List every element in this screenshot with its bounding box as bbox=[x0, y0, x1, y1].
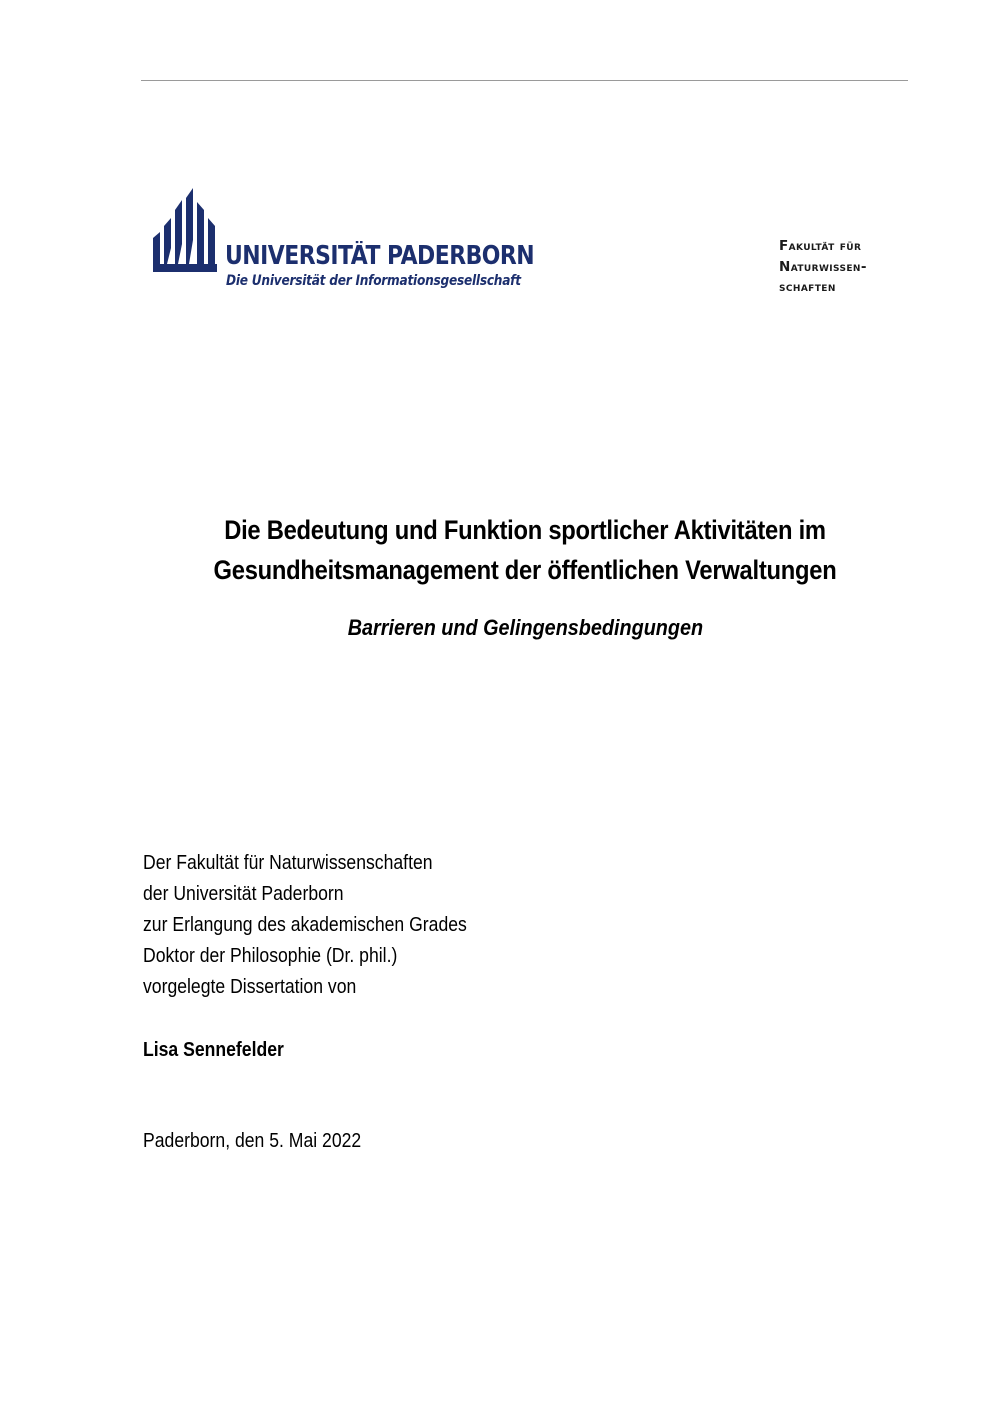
dissertation-subtitle bbox=[0, 612, 1000, 644]
faculty-label-line: Fakultät für bbox=[779, 238, 862, 254]
university-logo-icon bbox=[153, 188, 217, 272]
university-name: UNIVERSITÄT PADERBORN bbox=[225, 241, 535, 271]
place-and-date: Paderborn, den 5. Mai 2022 bbox=[143, 1130, 362, 1152]
submission-line: der Universität Paderborn bbox=[143, 883, 344, 905]
header-rule bbox=[141, 80, 908, 81]
university-tagline: Die Universität der Informationsgesellschaft bbox=[226, 273, 521, 289]
faculty-label-line: schaften bbox=[779, 279, 836, 295]
faculty-label bbox=[779, 236, 867, 298]
submission-statement bbox=[143, 848, 511, 1003]
title-line: Gesundheitsmanagement der öffentlichen Verwaltungen bbox=[213, 555, 837, 585]
faculty-label-line: Naturwissen- bbox=[779, 258, 867, 275]
subtitle-text: Barrieren und Gelingensbedingungen bbox=[347, 615, 703, 640]
author-name: Lisa Sennefelder bbox=[143, 1039, 284, 1061]
submission-line: zur Erlangung des akademischen Grades bbox=[143, 914, 467, 936]
submission-line: Doktor der Philosophie (Dr. phil.) bbox=[143, 945, 398, 967]
dissertation-title bbox=[0, 510, 1000, 590]
submission-line: Der Fakultät für Naturwissenschaften bbox=[143, 852, 433, 874]
submission-line: vorgelegte Dissertation von bbox=[143, 976, 357, 998]
university-logo bbox=[153, 188, 573, 298]
title-line: Die Bedeutung und Funktion sportlicher Aktivitäten im bbox=[224, 515, 826, 545]
